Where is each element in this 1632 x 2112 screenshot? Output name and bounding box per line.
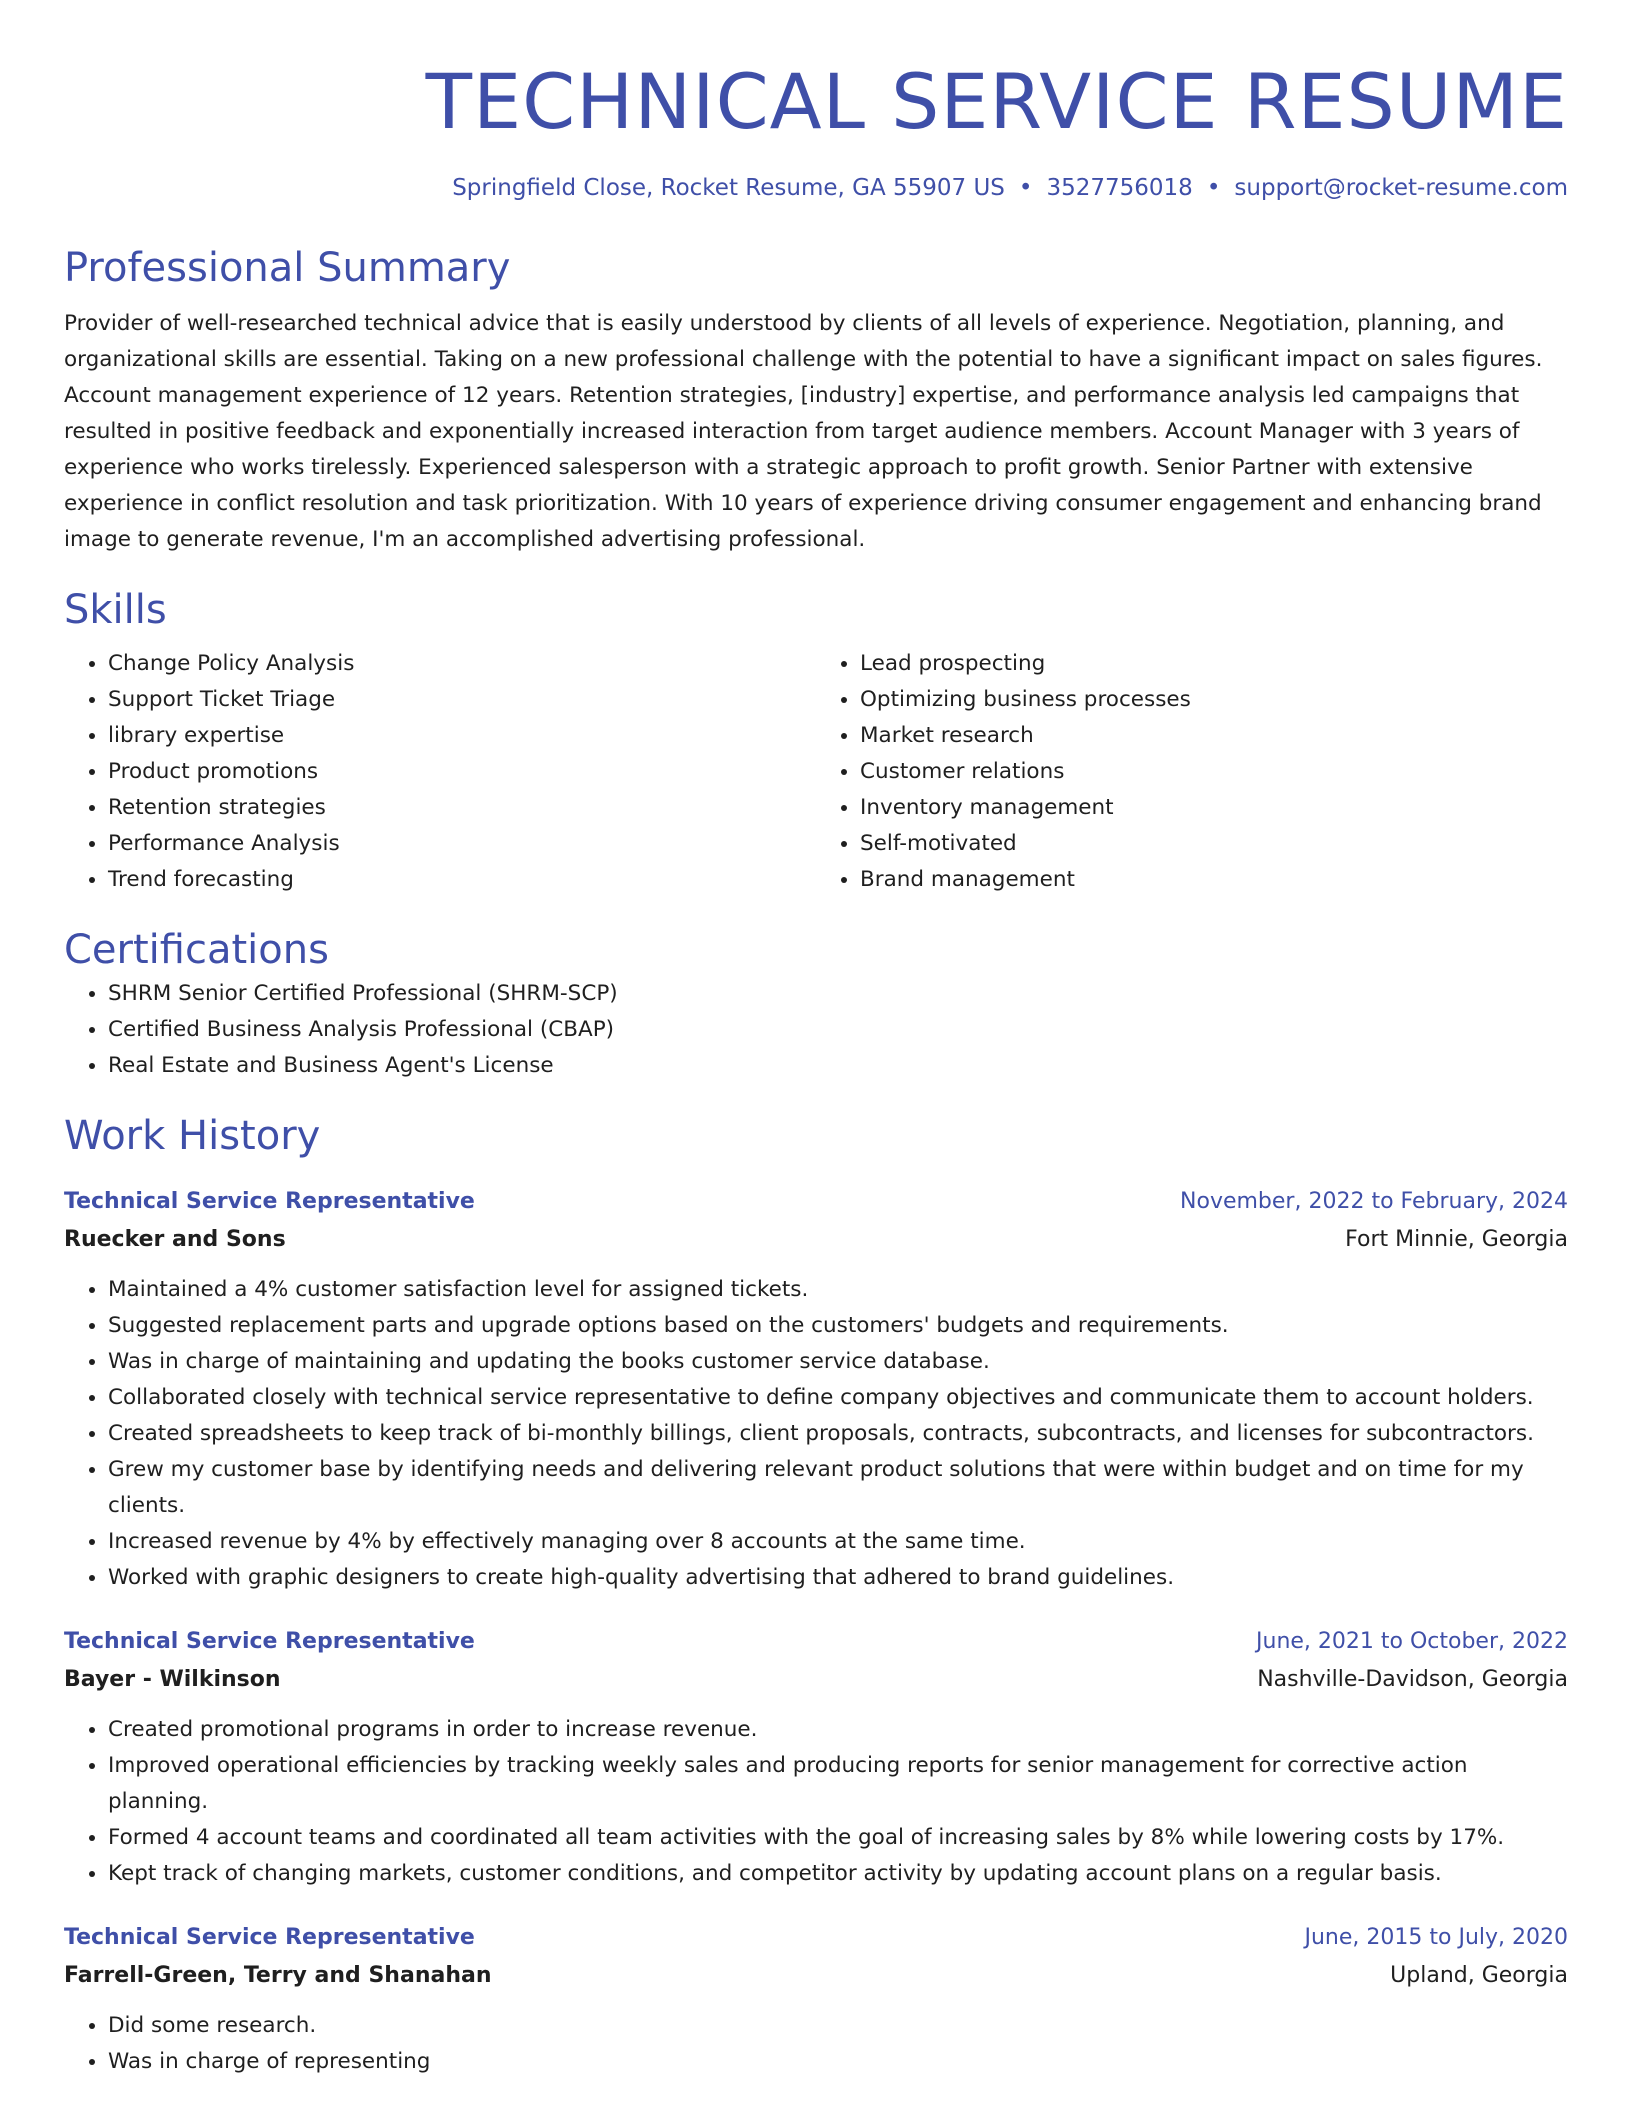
skill-item: • Market research xyxy=(860,718,1568,754)
certification-item: • Real Estate and Business Agent's License xyxy=(108,1048,1568,1084)
skill-item: • Trend forecasting xyxy=(108,862,816,898)
job-bullet: • Suggested replacement parts and upgrade options based on the customers' budgets and requirements. xyxy=(108,1308,1568,1344)
skill-item: • Self-motivated xyxy=(860,826,1568,862)
skill-item: • library expertise xyxy=(108,718,816,754)
skill-item: • Lead prospecting xyxy=(860,646,1568,682)
job-company-row xyxy=(64,1956,1568,1996)
resume-title: TECHNICAL SERVICE RESUME xyxy=(425,57,1568,146)
job-bullet: • Maintained a 4% customer satisfaction level for assigned tickets. xyxy=(108,1272,1568,1308)
job-bullets xyxy=(64,1712,1568,1892)
certification-item: • SHRM Senior Certified Professional (SHRM-SCP) xyxy=(108,976,1568,1012)
email: support@rocket-resume.com xyxy=(1234,175,1568,201)
job-company: Ruecker and Sons xyxy=(64,1227,286,1252)
skill-item: • Optimizing business processes xyxy=(860,682,1568,718)
skill-item: • Retention strategies xyxy=(108,790,816,826)
job-bullet: • Worked with graphic designers to create high-quality advertising that adhered to brand guidelines. xyxy=(108,1560,1568,1596)
job-bullets xyxy=(64,1272,1568,1596)
skills-column-left xyxy=(64,646,816,898)
separator-dot: • xyxy=(1018,175,1033,201)
skill-item: • Brand management xyxy=(860,862,1568,898)
skill-item: • Change Policy Analysis xyxy=(108,646,816,682)
certifications-list xyxy=(64,976,1568,1084)
summary-heading: Professional Summary xyxy=(64,245,511,291)
job-location: Upland, Georgia xyxy=(1390,1963,1568,1988)
job-bullet: • Grew my customer base by identifying needs and delivering relevant product solutions that were within budget and on time for my clients. xyxy=(108,1452,1568,1524)
skills-column-right xyxy=(816,646,1568,898)
job-bullet: • Created promotional programs in order to increase revenue. xyxy=(108,1712,1568,1748)
job-title-row xyxy=(64,1624,1568,1660)
job-bullet: • Kept track of changing markets, customer conditions, and competitor activity by updating account plans on a regular basis. xyxy=(108,1856,1568,1892)
job-company: Farrell-Green, Terry and Shanahan xyxy=(64,1963,492,1988)
job-location: Nashville-Davidson, Georgia xyxy=(1257,1667,1568,1692)
skills-heading: Skills xyxy=(64,587,167,633)
separator-dot: • xyxy=(1206,175,1221,201)
job-dates: November, 2022 to February, 2024 xyxy=(1180,1189,1568,1214)
job-title: Technical Service Representative xyxy=(64,1925,475,1950)
address: Springfield Close, Rocket Resume, GA 55907 US xyxy=(452,175,1005,201)
skills-list xyxy=(64,646,1568,898)
job-location: Fort Minnie, Georgia xyxy=(1345,1227,1568,1252)
work-history-list xyxy=(64,1184,1568,2080)
job-company-row xyxy=(64,1220,1568,1260)
job-dates: June, 2015 to July, 2020 xyxy=(1304,1925,1568,1950)
skill-item: • Product promotions xyxy=(108,754,816,790)
job-company: Bayer - Wilkinson xyxy=(64,1667,281,1692)
job-bullet: • Did some research. xyxy=(108,2008,1568,2044)
job-bullet: • Formed 4 account teams and coordinated all team activities with the goal of increasing sales by 8% while lowering costs by 17%. xyxy=(108,1820,1568,1856)
certification-item: • Certified Business Analysis Professional (CBAP) xyxy=(108,1012,1568,1048)
job-dates: June, 2021 to October, 2022 xyxy=(1256,1629,1568,1654)
job-bullet: • Increased revenue by 4% by effectively managing over 8 accounts at the same time. xyxy=(108,1524,1568,1560)
job-title-row xyxy=(64,1920,1568,1956)
job-entry xyxy=(64,1624,1568,1892)
skill-item: • Customer relations xyxy=(860,754,1568,790)
skill-item: • Support Ticket Triage xyxy=(108,682,816,718)
job-entry xyxy=(64,1184,1568,1596)
job-bullet: • Was in charge of representing xyxy=(108,2044,1568,2080)
skill-item: • Inventory management xyxy=(860,790,1568,826)
job-bullet: • Improved operational efficiencies by tracking weekly sales and producing reports for senior management for corrective action planning. xyxy=(108,1748,1568,1820)
job-bullets xyxy=(64,2008,1568,2080)
contact-line xyxy=(64,172,1568,204)
certifications-heading: Certifications xyxy=(64,927,329,973)
skill-item: • Performance Analysis xyxy=(108,826,816,862)
job-entry xyxy=(64,1920,1568,2080)
summary-text: Provider of well-researched technical advice that is easily understood by clients of all levels of experience. Negotiation, planning, and organizational skills are essential. Taking on a new professional challenge with the potential to have a significant impact on sales figures. Account management experience of 12 years. Retention strategies, [industry] expertise, and performance analysis led campaigns that resulted in positive feedback and exponentially increased interaction from target audience members. Account Manager with 3 years of experience who works tirelessly. Experienced salesperson with a strategic approach to profit growth. Senior Partner with extensive experience in conflict resolution and task prioritization. With 10 years of experience driving consumer engagement and enhancing brand image to generate revenue, I'm an accomplished advertising professional. xyxy=(64,311,1543,552)
job-bullet: • Was in charge of maintaining and updating the books customer service database. xyxy=(108,1344,1568,1380)
job-bullet: • Created spreadsheets to keep track of bi-monthly billings, client proposals, contracts, subcontracts, and licenses for subcontractors. xyxy=(108,1416,1568,1452)
job-title: Technical Service Representative xyxy=(64,1629,475,1654)
work-history-heading: Work History xyxy=(64,1113,321,1159)
job-company-row xyxy=(64,1660,1568,1700)
job-bullet: • Collaborated closely with technical service representative to define company objectives and communicate them to account holders. xyxy=(108,1380,1568,1416)
job-title-row xyxy=(64,1184,1568,1220)
phone: 3527756018 xyxy=(1046,175,1193,201)
job-title: Technical Service Representative xyxy=(64,1189,475,1214)
